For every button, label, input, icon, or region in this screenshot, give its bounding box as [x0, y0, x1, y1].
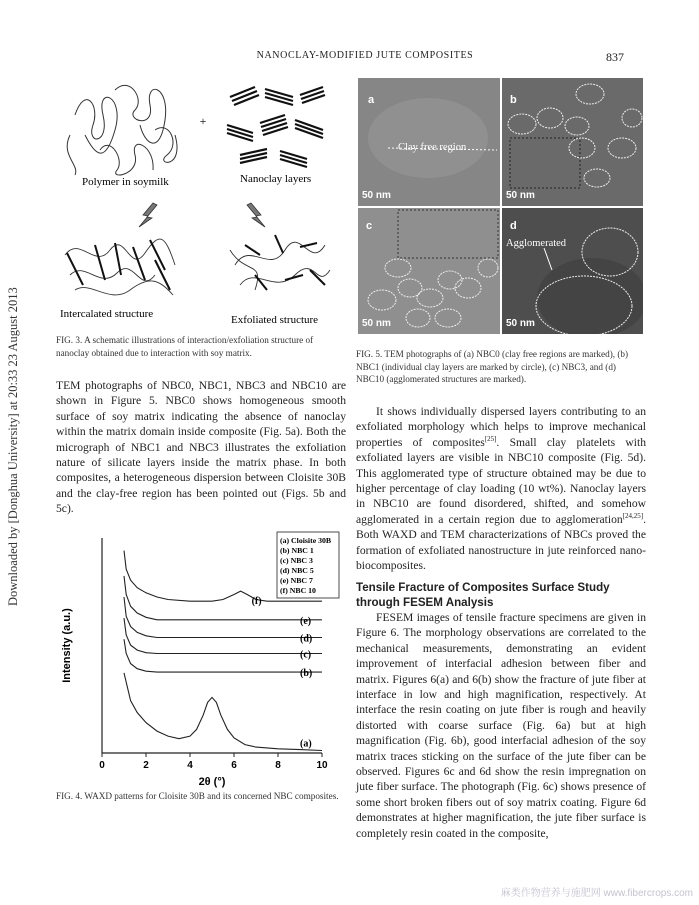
legend-entry: (b) NBC 1 — [280, 546, 314, 555]
panel-b-label: b — [510, 94, 517, 106]
x-tick-label: 6 — [231, 760, 237, 771]
chart-legend — [277, 532, 339, 598]
tem-panel-b — [502, 78, 643, 206]
x-axis-label: 2θ (°) — [198, 776, 226, 788]
tem-panel-c-texture — [358, 208, 500, 334]
x-tick-label: 0 — [99, 760, 105, 771]
nanoclay-layers-drawing — [227, 87, 325, 167]
arrows-drawing — [139, 203, 265, 227]
polymer-label: Polymer in soymilk — [82, 176, 169, 188]
panel-a-label: a — [368, 94, 375, 106]
legend-entry: (f) NBC 10 — [280, 586, 316, 595]
scale-bar-c: 50 nm — [362, 318, 391, 329]
panel-d-label: d — [510, 220, 517, 232]
exfoliated-drawing — [230, 242, 330, 290]
ref-24-25: [24,25] — [622, 511, 644, 520]
section-title: Tensile Fracture of Composites Surface Study through FESEM Analysis — [356, 581, 610, 609]
fig4-waxd-chart — [52, 528, 342, 788]
series-line-a — [124, 673, 322, 751]
series-line-d — [124, 597, 322, 638]
nanoclay-label: Nanoclay layers — [240, 173, 312, 185]
para1-part2: . Small clay platelets with exfoliated layers are visible in NBC10 composite (Fig. 5d). This agglomerated type of structure obtained may be due to higher percentage of clay loading (10 wt%). Nanoclay layers in NBC10 are found disordered, shifted, and somehow agglomerated in a certain region due to agglomeration — [356, 435, 646, 526]
series-label-c: (c) — [300, 649, 312, 661]
scale-bar-d: 50 nm — [506, 318, 535, 329]
left-paragraph-text: TEM photographs of NBC0, NBC1, NBC3 and NBC10 are shown in Figure 5. NBC0 shows homogeneous smooth surface of soy matrix indicating the absence of nanoclay within the matrix domain inside composite (Fig. 5a). Both the micrograph of NBC1 and NBC3 illustrates the exfoliation nature of silicate layers inside the matrix phase. In both composites, a heterogeneous dispersion between Cloisite 30B and the clay-free region has been pointed out (Figs. 5b and 5c). — [56, 379, 346, 516]
series-label-a: (a) — [300, 738, 312, 750]
fig5-caption: FIG. 5. TEM photographs of (a) NBC0 (clay free regions are marked), (b) NBC1 (individual clay layers are marked by circle), (c) NBC3, and (d) NBC10 (agglomerated structures are marked). — [356, 349, 629, 384]
series-label-e: (e) — [300, 615, 312, 627]
clay-free-annotation: Clay free region — [398, 142, 467, 153]
para1-part3: . Both WAXD and TEM characterizations of NBCs proved the formation of exfoliated nanostructure in jute reinforced nano-biocomposites. — [356, 512, 646, 573]
plus-sign: + — [199, 114, 207, 128]
legend-entry: (d) NBC 5 — [280, 566, 314, 575]
right-paragraph-1-text — [356, 404, 646, 573]
panel-c-label: c — [366, 220, 373, 232]
x-tick-label: 8 — [275, 760, 281, 771]
para1-part1: It shows individually dispersed layers contributing to an exfoliated morphology which helps to improve mechanical properties of composites — [356, 405, 646, 449]
ref-25: [25] — [484, 434, 497, 443]
right-paragraph-1 — [356, 404, 646, 573]
page-number: 837 — [606, 50, 624, 64]
download-stamp-text: Downloaded by [Donghua University] at 20:33 23 August 2013 — [6, 287, 20, 606]
running-title: NANOCLAY-MODIFIED JUTE COMPOSITES — [256, 50, 474, 61]
series-label-f: (f) — [251, 596, 262, 608]
fig3-schematic — [55, 75, 345, 330]
watermark: 麻类作物营养与施肥网 www.fibercrops.com — [500, 888, 693, 899]
scale-bar-a: 50 nm — [362, 190, 391, 201]
tem-panel-d — [502, 208, 643, 334]
series-line-c — [124, 615, 322, 653]
y-axis-label: Intensity (a.u.) — [61, 608, 73, 683]
agglomerated-annotation: Agglomerated — [506, 238, 567, 249]
tem-panel-c — [358, 208, 500, 334]
right-paragraph-2-text: FESEM images of tensile fracture specimens are given in Figure 6. The morphology observations are correlated to the mechanical measurements, demonstrating an evident improvement of interfacial adhesion between fiber and matrix. Figures 6(a) and 6(b) show the fracture of jute fiber at interface in low and high magnification, respectively. At interface the resin coating on jute fiber is rough and heavily distorted with coarse surface (Fig. 6a) but at high magnification (Fig. 6b), good interfacial adhesion of the soy matrix traces sticking on the surface of the jute fiber can be observed. Figures 6c and 6d show the resin impregnation on jute fiber surface. The photograph (Fig. 6c) shows presence of some short broken fibers out of soy matrix coating. Figure 6d demonstrates at higher magnification, the jute fiber surface is completely resin coated in the composite, — [356, 611, 646, 840]
series-label-d: (d) — [300, 633, 313, 645]
intercalated-layers — [67, 240, 170, 290]
legend-entry: (e) NBC 7 — [280, 576, 313, 585]
left-paragraph — [56, 378, 346, 517]
fig3-caption: FIG. 3. A schematic illustrations of interaction/exfoliation structure of nanoclay obtained due to interaction with soy matrix. — [56, 335, 314, 358]
tem-panel-b-texture — [502, 78, 643, 206]
legend-entry: (a) Cloisite 30B — [280, 536, 332, 545]
tem-panel-d-texture — [502, 208, 643, 334]
series-line-b — [124, 639, 322, 672]
intercalated-label: Intercalated structure — [60, 308, 154, 320]
tem-panel-a — [358, 78, 500, 206]
x-tick-label: 10 — [316, 760, 328, 771]
x-tick-label: 2 — [143, 760, 149, 771]
fig4-caption: FIG. 4. WAXD patterns for Cloisite 30B and its concerned NBC composites. — [56, 791, 339, 801]
download-stamp — [6, 287, 26, 606]
right-paragraph-2 — [356, 610, 646, 841]
scale-bar-b: 50 nm — [506, 190, 535, 201]
series-label-b: (b) — [300, 668, 313, 680]
x-tick-label: 4 — [187, 760, 193, 771]
polymer-chains-drawing — [67, 85, 177, 175]
exfoliated-label: Exfoliated structure — [231, 314, 319, 326]
legend-entry: (c) NBC 3 — [280, 556, 313, 565]
